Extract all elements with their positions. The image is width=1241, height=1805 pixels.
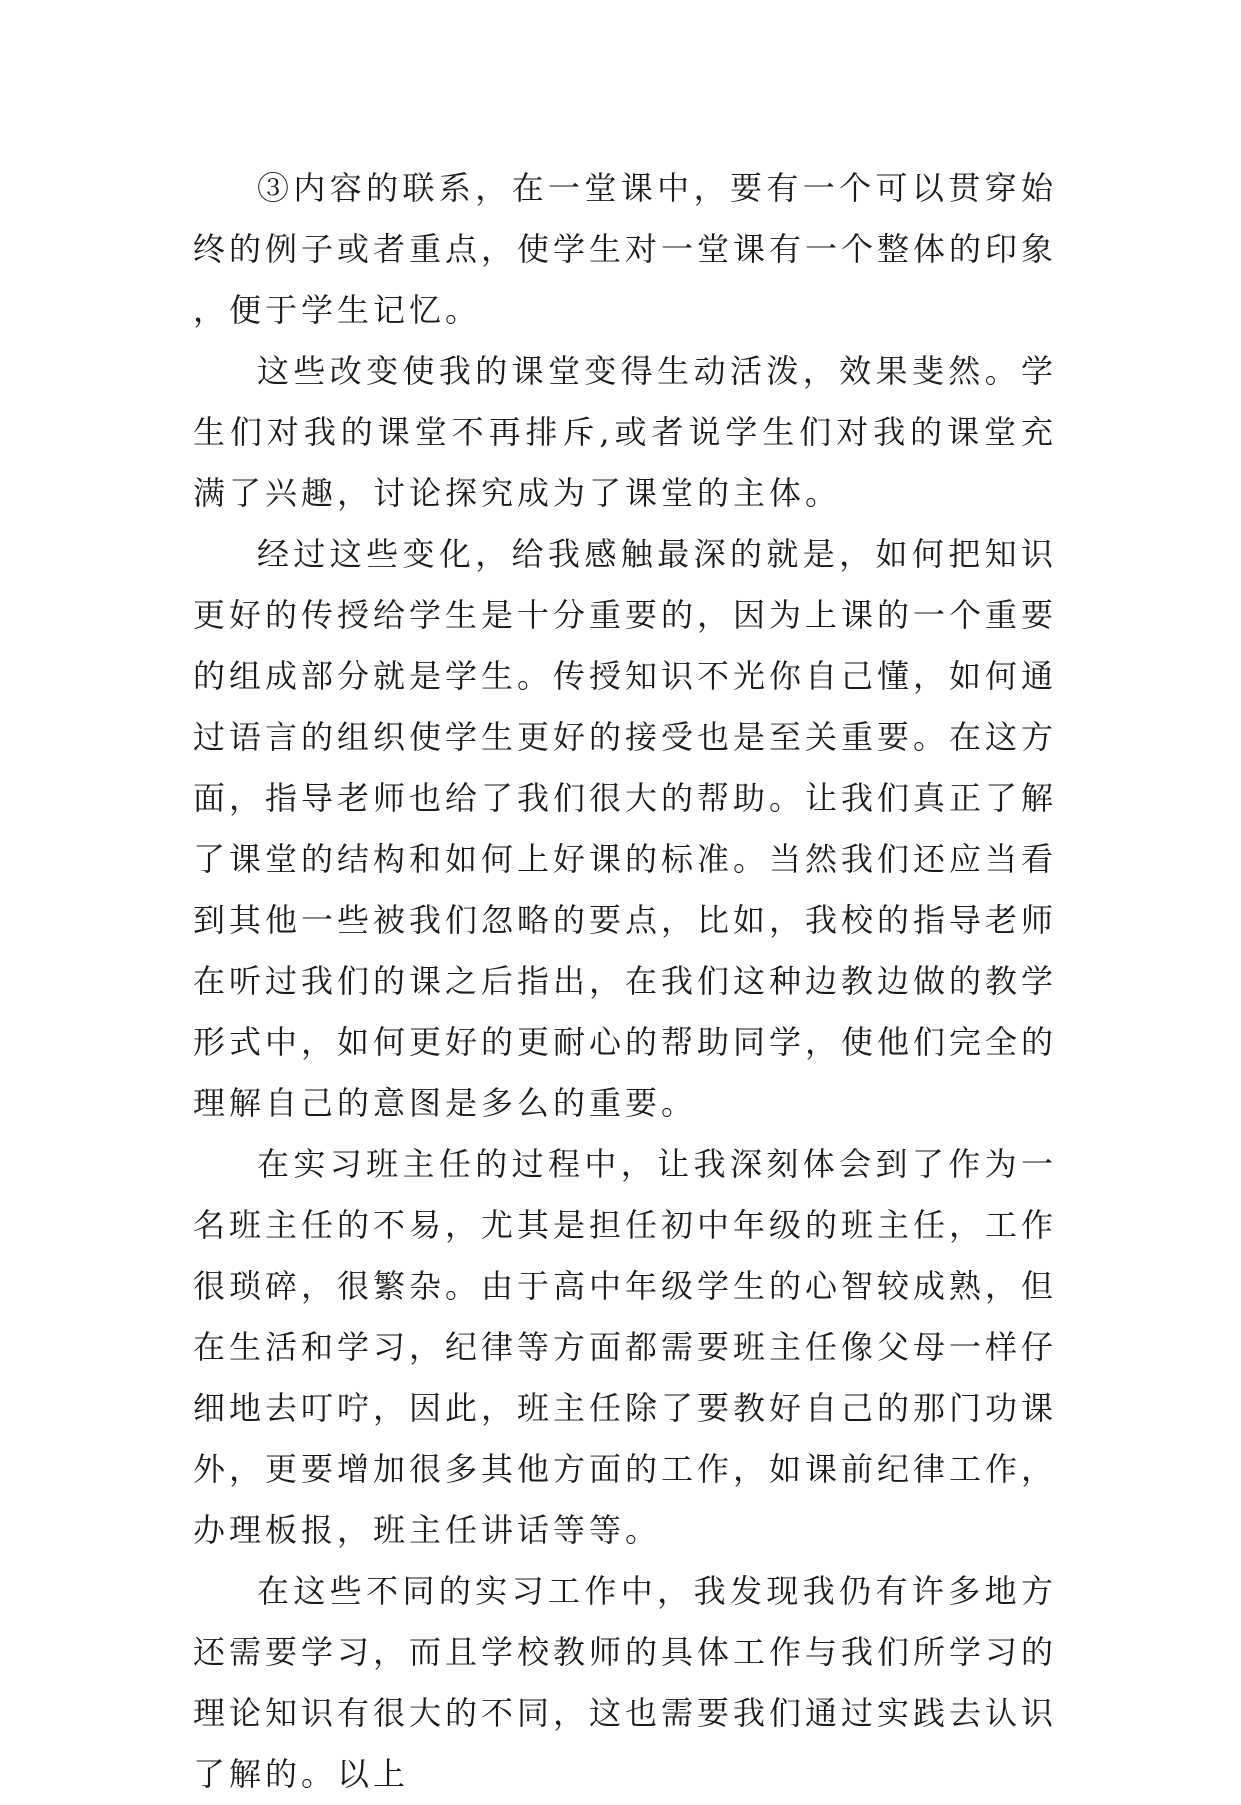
paragraph: 这些改变使我的课堂变得生动活泼，效果斐然。学生们对我的课堂不再排斥,或者说学生们对我的课堂充满了兴趣，讨论探究成为了课堂的主体。 — [193, 352, 1057, 512]
document-body — [193, 158, 1057, 1805]
paragraph: 在实习班主任的过程中，让我深刻体会到了作为一名班主任的不易，尤其是担任初中年级的班主任，工作很琐碎，很繁杂。由于高中年级学生的心智较成熟，但在生活和学习，纪律等方面都需要班主任像父母一样仔细地去叮咛，因此，班主任除了要教好自己的那门功课外，更要增加很多其他方面的工作，如课前纪律工作，办理板报，班主任讲话等等。 — [193, 1145, 1058, 1549]
paragraph: ③内容的联系，在一堂课中，要有一个可以贯穿始终的例子或者重点，使学生对一堂课有一个整体的印象，便于学生记忆。 — [193, 169, 1058, 329]
paragraph: 经过这些变化，给我感触最深的就是，如何把知识更好的传授给学生是十分重要的，因为上课的一个重要的组成部分就是学生。传授知识不光你自己懂，如何通过语言的组织使学生更好的接受也是至关重要。在这方面，指导老师也给了我们很大的帮助。让我们真正了解了课堂的结构和如何上好课的标准。当然我们还应当看到其他一些被我们忽略的要点，比如，我校的指导老师在听过我们的课之后指出，在我们这种边教边做的教学形式中，如何更好的更耐心的帮助同学，使他们完全的理解自己的意图是多么的重要。 — [193, 535, 1058, 1122]
paragraph: 在这些不同的实习工作中，我发现我仍有许多地方还需要学习，而且学校教师的具体工作与我们所学习的理论知识有很大的不同，这也需要我们通过实践去认识了解的。以上 — [193, 1572, 1058, 1793]
